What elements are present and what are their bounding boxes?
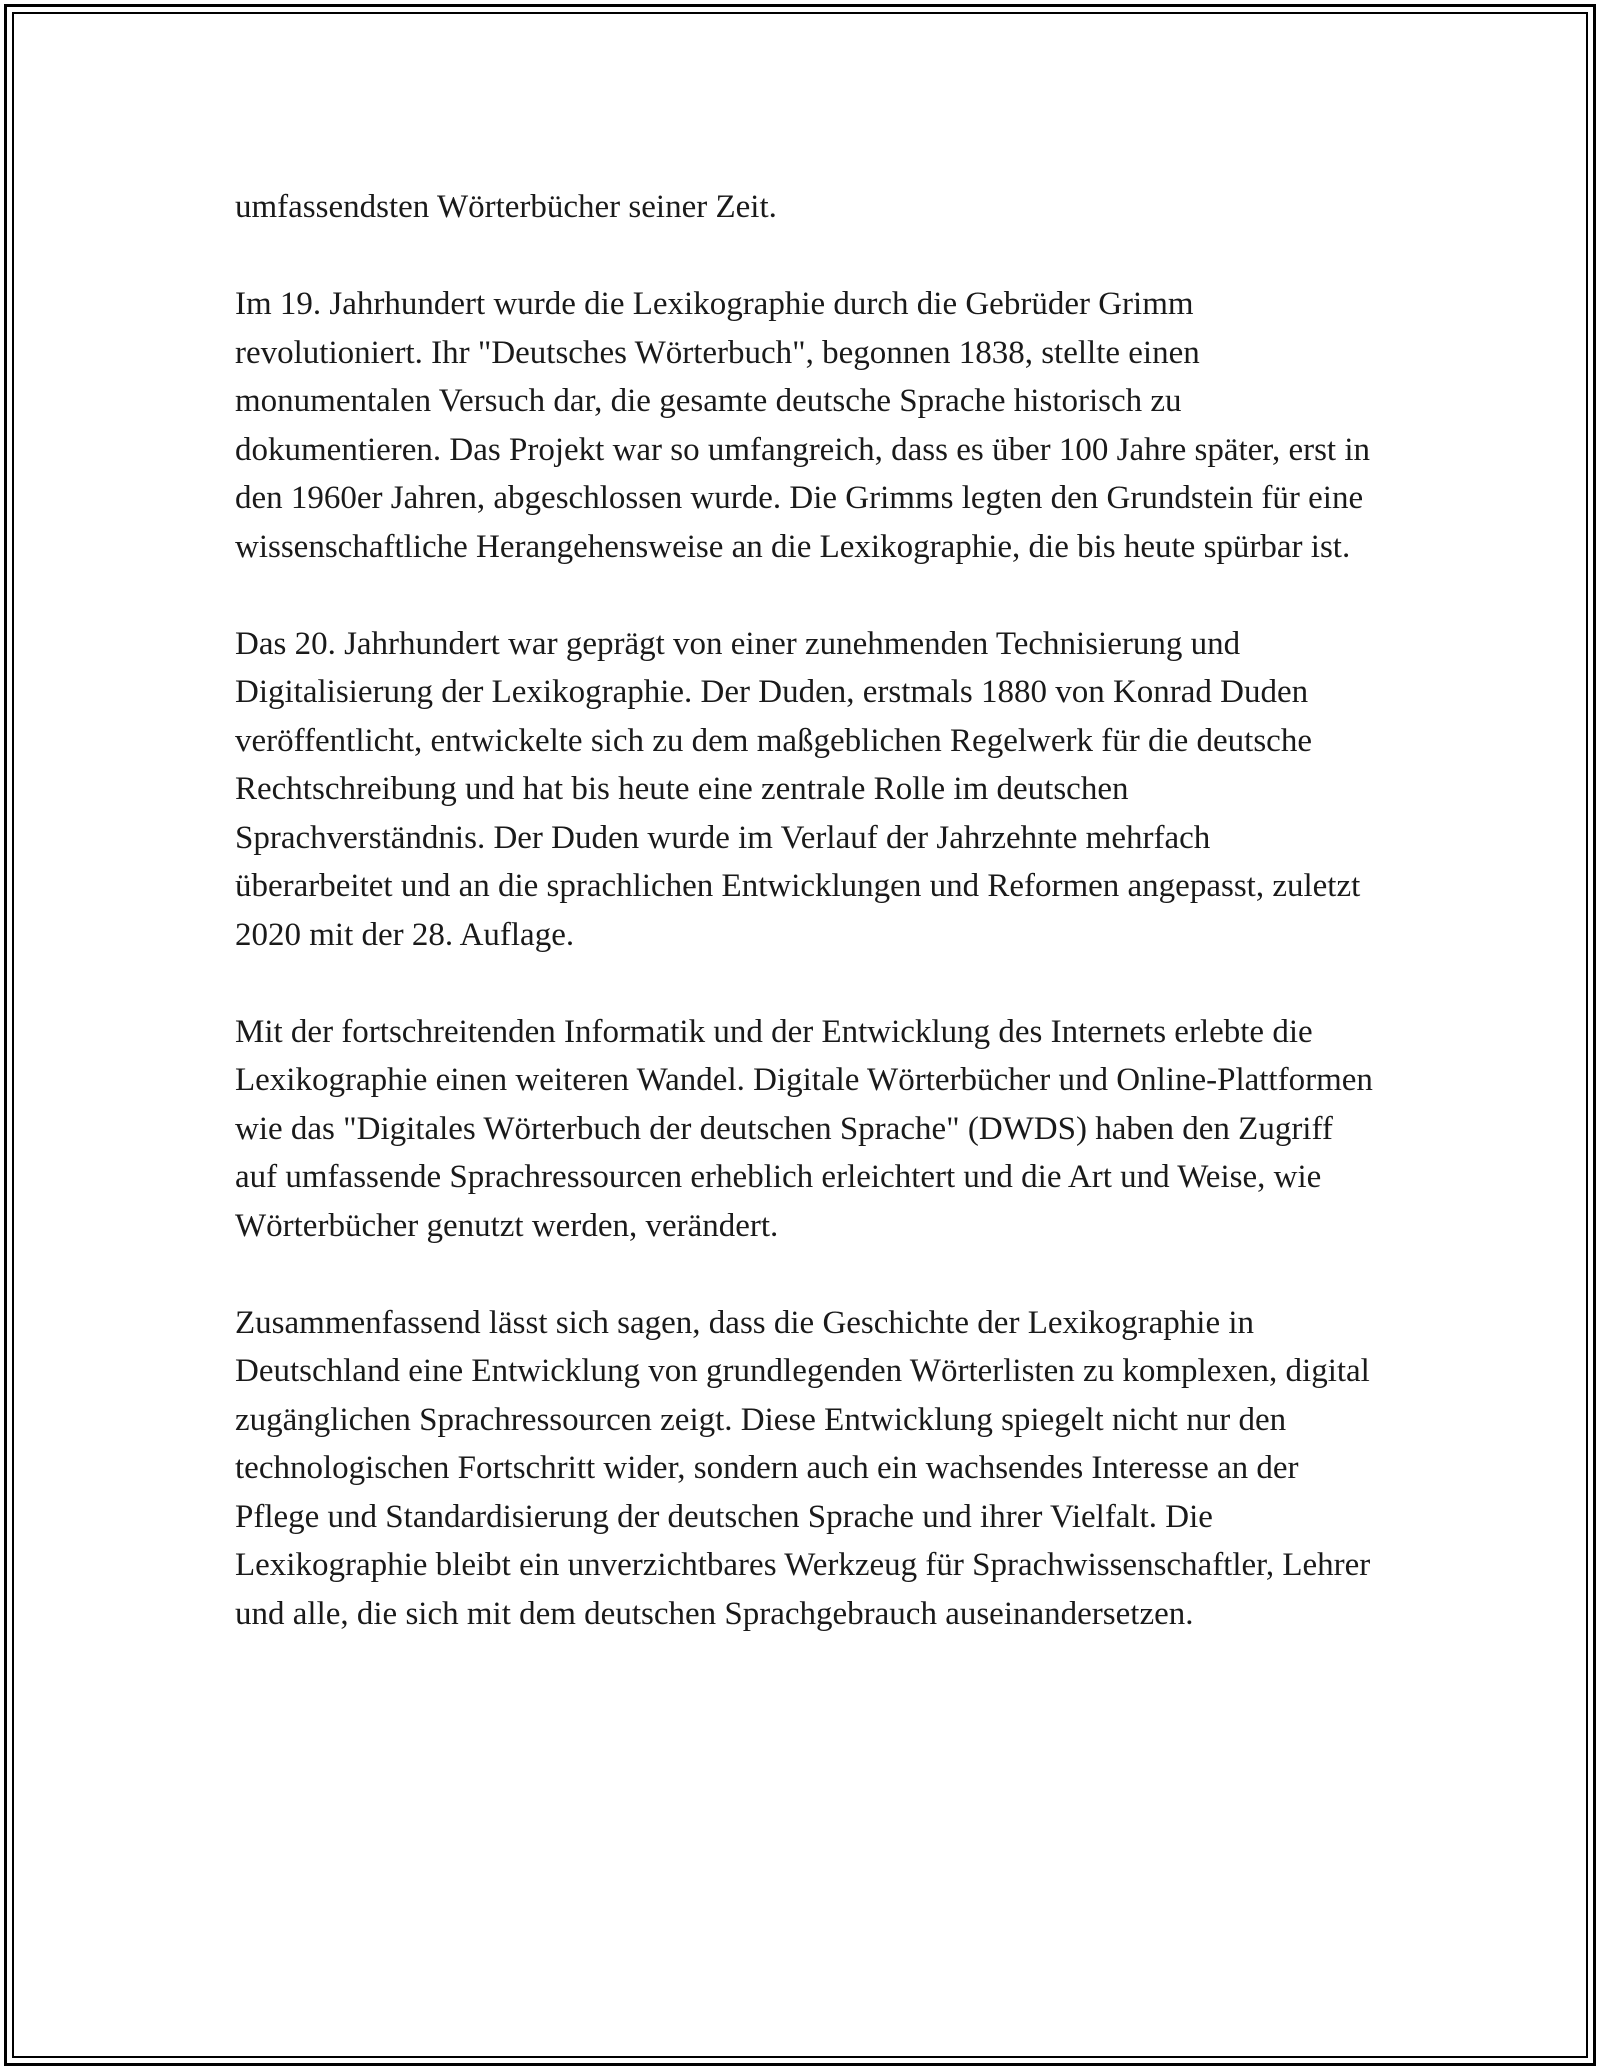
paragraph-grimm: Im 19. Jahrhundert wurde die Lexikographie durch die Gebrüder Grimm revolutioniert. Ihr "Deutsches Wörterbuch", begonnen 1838, stellte einen monumentalen Versuch dar, die gesamte deutsche Sprache historisch zu dokumentieren. Das Projekt war so umfangreich, dass es über 100 Jahre später, erst in den 1960er Jahren, abgeschlossen wurde. Die Grimms legten den Grundstein für eine wissenschaftliche Herangehensweise an die Lexikographie, die bis heute spürbar ist. [235, 286, 1371, 565]
paragraph-continuation: umfassendsten Wörterbücher seiner Zeit. [235, 189, 777, 225]
paragraph-digital: Mit der fortschreitenden Informatik und der Entwicklung des Internets erlebte die Lexikographie einen weiteren Wandel. Digitale Wörterbücher und Online-Plattformen wie das "Digitales Wörterbuch der deutschen Sprache" (DWDS) haben den Zugriff auf umfassende Sprachressourcen erheblich erleichtert und die Art und Weise, wie Wörterbücher genutzt werden, verändert. [235, 1013, 1373, 1244]
paragraph-duden: Das 20. Jahrhundert war geprägt von einer zunehmenden Technisierung und Digitalisierung der Lexikographie. Der Duden, erstmals 1880 von Konrad Duden veröffentlicht, entwickelte sich zu dem maßgeblichen Regelwerk für die deutsche Rechtschreibung und hat bis heute eine zentrale Rolle im deutschen Sprachverständnis. Der Duden wurde im Verlauf der Jahrzehnte mehrfach überarbeitet und an die sprachlichen Entwicklungen und Reformen angepasst, zuletzt 2020 mit der 28. Auflage. [235, 625, 1361, 953]
paragraph-summary: Zusammenfassend lässt sich sagen, dass die Geschichte der Lexikographie in Deutschland eine Entwicklung von grundlegenden Wörterlisten zu komplexen, digital zugänglichen Sprachressourcen zeigt. Diese Entwicklung spiegelt nicht nur den technologischen Fortschritt wider, sondern auch ein wachsendes Interesse an der Pflege und Standardisierung der deutschen Sprache und ihrer Vielfalt. Die Lexikographie bleibt ein unverzichtbares Werkzeug für Sprachwissenschaftler, Lehrer und alle, die sich mit dem deutschen Sprachgebrauch auseinandersetzen. [235, 1304, 1371, 1632]
document-body [235, 183, 1375, 1687]
